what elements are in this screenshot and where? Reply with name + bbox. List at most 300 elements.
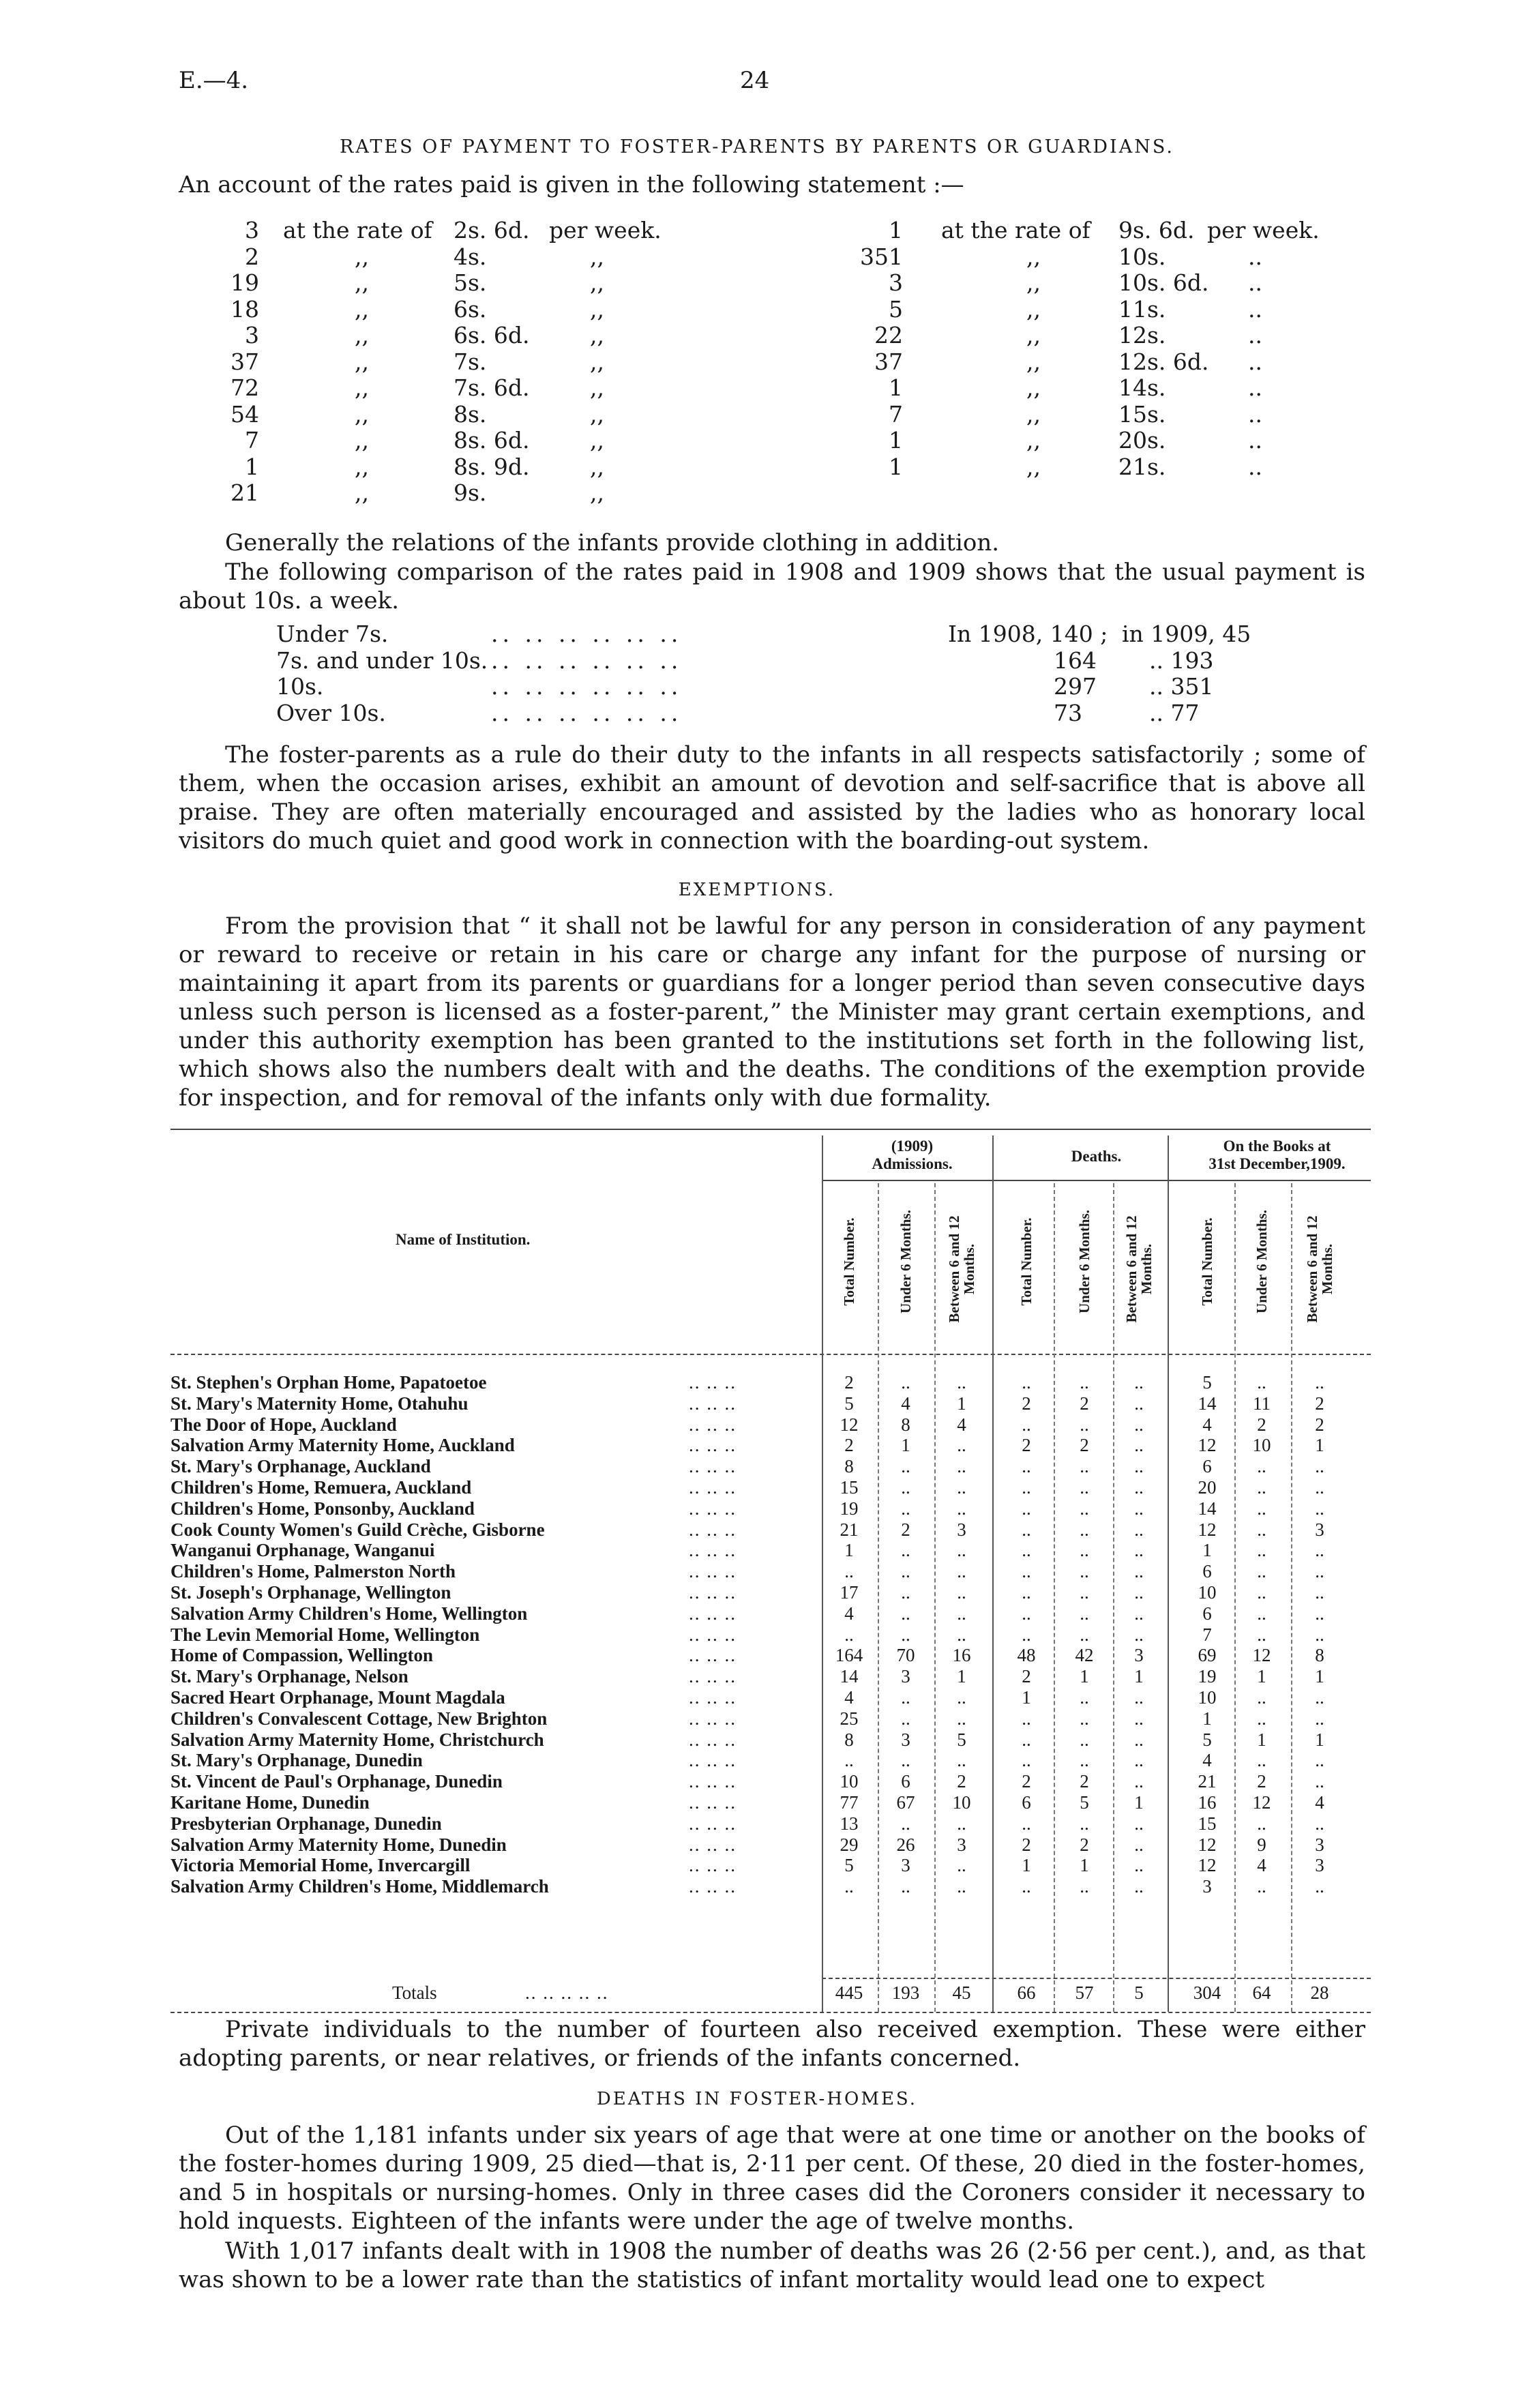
table-cell: .. <box>1022 1708 1031 1729</box>
table-cell: 17 <box>840 1582 859 1603</box>
table-cell: .. <box>1080 1540 1089 1561</box>
table-cell: 3 <box>1315 1519 1324 1540</box>
institution-name: Home of Compassion, Wellington <box>170 1645 434 1666</box>
rate-prefix: ,, <box>355 322 369 348</box>
rate-amount: 5s. <box>454 269 487 296</box>
table-cell: .. <box>957 1372 966 1393</box>
table-cell: .. <box>1134 1477 1144 1498</box>
table-cell: .. <box>1257 1603 1266 1624</box>
table-cell: .. <box>957 1582 966 1603</box>
table-cell: .. <box>1080 1729 1089 1750</box>
leader-dots: .. .. .. <box>689 1540 737 1561</box>
table-cell: 19 <box>1198 1666 1217 1687</box>
rate-suffix: .. <box>1248 400 1262 428</box>
column-separator <box>1168 1135 1169 2012</box>
table-cell: .. <box>1134 1540 1144 1561</box>
table-cell: .. <box>901 1876 910 1897</box>
table-cell: 3 <box>1202 1876 1212 1897</box>
totals-top-rule <box>822 1978 1371 1979</box>
table-cell: .. <box>1315 1372 1324 1393</box>
table-cell: 14 <box>840 1666 859 1687</box>
institution-name: St. Mary's Orphanage, Auckland <box>170 1456 431 1477</box>
comparison-dots: .. .. .. .. .. .. <box>491 673 683 700</box>
column-separator <box>934 1183 936 2012</box>
totals-cell: 445 <box>835 1982 863 2003</box>
table-cell: .. <box>1022 1561 1031 1582</box>
institution-name: St. Joseph's Orphanage, Wellington <box>170 1582 451 1603</box>
institution-name: St. Vincent de Paul's Orphanage, Dunedin <box>170 1771 503 1792</box>
table-cell: 2 <box>1022 1771 1031 1792</box>
table-cell: 1 <box>901 1435 910 1456</box>
table-cell: .. <box>1257 1876 1266 1897</box>
leader-dots: .. .. .. <box>689 1645 737 1666</box>
table-cell: 2 <box>1315 1414 1324 1435</box>
rate-amount: 7s. 6d. <box>454 374 530 401</box>
table-cell: .. <box>1257 1582 1266 1603</box>
table-cell: .. <box>957 1435 966 1456</box>
table-cell: .. <box>957 1624 966 1645</box>
deaths-section-title: DEATHS IN FOSTER-HOMES. <box>596 2089 918 2109</box>
table-cell: 1 <box>1315 1435 1324 1456</box>
table-cell: .. <box>901 1624 910 1645</box>
table-cell: 3 <box>901 1729 910 1750</box>
totals-cell: 5 <box>1134 1982 1144 2003</box>
table-cell: .. <box>1080 1372 1089 1393</box>
leader-dots: .. .. .. <box>689 1876 737 1897</box>
table-cell: .. <box>844 1561 854 1582</box>
rate-suffix: .. <box>1248 348 1262 375</box>
table-cell: 1 <box>1315 1666 1324 1687</box>
table-cell: 10 <box>1198 1582 1217 1603</box>
table-cell: .. <box>1315 1456 1324 1477</box>
table-cell: 12 <box>1198 1435 1217 1456</box>
institution-name: Presbyterian Orphanage, Dunedin <box>170 1813 442 1834</box>
table-cell: .. <box>901 1603 910 1624</box>
table-cell: .. <box>1257 1477 1266 1498</box>
table-cell: 5 <box>1202 1729 1212 1750</box>
leader-dots: .. .. .. <box>689 1687 737 1708</box>
column-separator <box>992 1135 994 2012</box>
rate-amount: 7s. <box>454 348 487 375</box>
totals-cell: 57 <box>1075 1982 1094 2003</box>
clothing-note: Generally the relations of the infants provide clothing in addition. <box>225 529 1000 556</box>
table-cell: 4 <box>844 1687 854 1708</box>
table-cell: 12 <box>840 1414 859 1435</box>
table-cell: .. <box>1134 1372 1144 1393</box>
table-cell: 8 <box>844 1456 854 1477</box>
table-cell: .. <box>1257 1540 1266 1561</box>
rate-prefix: ,, <box>1026 374 1041 401</box>
comparison-1909: .. 193 <box>1149 646 1214 674</box>
table-cell: .. <box>957 1477 966 1498</box>
table-cell: .. <box>1134 1582 1144 1603</box>
rate-suffix: .. <box>1248 322 1262 348</box>
comparison-1909: .. 351 <box>1149 673 1214 700</box>
rate-amount: 8s. 9d. <box>454 453 530 480</box>
comparison-dots: .. .. .. .. .. .. <box>491 646 683 674</box>
rate-suffix: ,, <box>590 269 604 296</box>
rates-section-title: RATES OF PAYMENT TO FOSTER-PARENTS BY PARENTS OR GUARDIANS. <box>340 136 1174 158</box>
institution-name: Salvation Army Maternity Home, Dunedin <box>170 1834 507 1855</box>
deaths-paragraph-1: Out of the 1,181 infants under six years of age that were at one time or another on the books of the foster-homes during 1909, 25 died—that is, 2·11 per cent. Of these, 20 died in the foster-homes, and 5 in hospitals or nursing-homes. Only in three cases did the Coroners consider it necessary to hold inquests. Eighteen of the infants were under the age of twelve months. <box>179 2122 1365 2235</box>
table-cell: .. <box>1315 1561 1324 1582</box>
comparison-1908: 164 <box>1054 646 1097 674</box>
rate-prefix: ,, <box>355 400 369 428</box>
rate-suffix: .. <box>1248 453 1262 480</box>
leader-dots: .. .. .. <box>689 1393 737 1414</box>
rate-amount: 8s. 6d. <box>454 427 530 454</box>
rate-suffix: ,, <box>590 243 604 270</box>
table-cell: .. <box>901 1750 910 1771</box>
column-header: Between 6 and 12 Months. <box>1304 1215 1335 1323</box>
table-cell: .. <box>957 1540 966 1561</box>
table-cell: .. <box>1080 1624 1089 1645</box>
table-cell: .. <box>1080 1414 1089 1435</box>
table-cell: .. <box>1315 1813 1324 1834</box>
leader-dots: .. .. .. <box>689 1708 737 1729</box>
table-cell: 4 <box>1257 1855 1266 1876</box>
table-cell: 14 <box>1198 1498 1217 1519</box>
table-cell: .. <box>1134 1456 1144 1477</box>
table-cell: 70 <box>896 1645 915 1666</box>
table-cell: 3 <box>1315 1834 1324 1855</box>
rate-prefix: ,, <box>355 348 369 375</box>
rate-prefix: at the rate of <box>283 217 432 243</box>
institution-name: St. Stephen's Orphan Home, Papatoetoe <box>170 1372 487 1393</box>
private-individuals-paragraph: Private individuals to the number of fourteen also received exemption. These were either adopting parents, or near relatives, or friends of the infants concerned. <box>179 2016 1365 2072</box>
table-cell: 25 <box>840 1708 859 1729</box>
table-cell: .. <box>901 1477 910 1498</box>
table-cell: .. <box>1080 1603 1089 1624</box>
table-cell: 20 <box>1198 1477 1217 1498</box>
table-cell: 12 <box>1198 1834 1217 1855</box>
duty-paragraph: The foster-parents as a rule do their duty to the infants in all respects satisfactorily ; some of them, when the occasion arises, exhibit an amount of devotion and self-sacrifice that is above all praise. They are often materially encouraged and assisted by the ladies who as honorary local visitors do much quiet and good work in connection with the boarding-out system. <box>179 741 1365 854</box>
table-cell: 5 <box>1202 1372 1212 1393</box>
deaths-paragraph-2: With 1,017 infants dealt with in 1908 the number of deaths was 26 (2·56 per cent.), and, as that was shown to be a lower rate than the statistics of infant mortality would lead one to expect <box>179 2238 1365 2293</box>
rate-prefix: ,, <box>355 269 369 296</box>
leader-dots: .. .. .. <box>689 1498 737 1519</box>
table-cell: 9 <box>1257 1834 1266 1855</box>
table-cell: 2 <box>1080 1834 1089 1855</box>
table-cell: .. <box>1022 1729 1031 1750</box>
column-separator <box>1234 1183 1236 2012</box>
institution-name: The Door of Hope, Auckland <box>170 1414 397 1435</box>
table-cell: 16 <box>1198 1792 1217 1813</box>
comparison-label: Over 10s. <box>276 699 386 726</box>
leader-dots: .. .. .. <box>689 1624 737 1645</box>
table-cell: .. <box>1134 1813 1144 1834</box>
table-cell: .. <box>957 1750 966 1771</box>
table-top-rule <box>170 1129 1371 1130</box>
table-cell: 6 <box>1022 1792 1031 1813</box>
table-cell: 8 <box>1315 1645 1324 1666</box>
table-cell: 1 <box>1315 1729 1324 1750</box>
admissions-group-header: (1909) Admissions. <box>872 1138 953 1172</box>
rate-suffix: .. <box>1248 427 1262 454</box>
table-cell: .. <box>901 1561 910 1582</box>
table-cell: .. <box>1022 1414 1031 1435</box>
table-cell: 21 <box>840 1519 859 1540</box>
table-cell: 2 <box>957 1771 966 1792</box>
table-cell: .. <box>1315 1771 1324 1792</box>
table-cell: 1 <box>1134 1666 1144 1687</box>
table-cell: 13 <box>840 1813 859 1834</box>
table-cell: 10 <box>952 1792 971 1813</box>
table-cell: .. <box>1134 1687 1144 1708</box>
table-cell: 1 <box>1022 1687 1031 1708</box>
leader-dots: .. .. .. <box>689 1582 737 1603</box>
table-cell: .. <box>1315 1540 1324 1561</box>
comparison-1908: 297 <box>1054 673 1097 700</box>
table-cell: .. <box>844 1624 854 1645</box>
comparison-label: 7s. and under 10s. <box>276 646 488 674</box>
leader-dots: .. .. .. <box>689 1435 737 1456</box>
table-cell: .. <box>957 1561 966 1582</box>
totals-leader-dots: .. .. .. .. .. <box>525 1982 609 2003</box>
table-cell: .. <box>1257 1813 1266 1834</box>
rate-amount: 2s. 6d. <box>454 217 530 243</box>
totals-label: Totals <box>392 1982 437 2003</box>
table-cell: .. <box>1080 1750 1089 1771</box>
table-cell: .. <box>957 1876 966 1897</box>
column-header: Under 6 Months. <box>1253 1210 1270 1313</box>
table-cell: 29 <box>840 1834 859 1855</box>
table-cell: 8 <box>901 1414 910 1435</box>
table-cell: .. <box>1022 1540 1031 1561</box>
rate-amount: 15s. <box>1118 400 1166 428</box>
table-cell: .. <box>1315 1582 1324 1603</box>
table-cell: .. <box>957 1855 966 1876</box>
rate-suffix: per week. <box>1207 217 1320 243</box>
table-cell: .. <box>957 1708 966 1729</box>
table-cell: 3 <box>901 1666 910 1687</box>
column-header: Total Number. <box>841 1217 857 1306</box>
rate-amount: 12s. 6d. <box>1118 348 1209 375</box>
table-cell: 26 <box>896 1834 915 1855</box>
table-cell: 5 <box>957 1729 966 1750</box>
table-cell: .. <box>957 1603 966 1624</box>
institution-name: Salvation Army Children's Home, Wellington <box>170 1603 528 1624</box>
rates-intro: An account of the rates paid is given in the following statement :— <box>179 171 964 198</box>
institution-name: Wanganui Orphanage, Wanganui <box>170 1540 435 1561</box>
table-cell: 3 <box>901 1855 910 1876</box>
comparison-1908: 73 <box>1054 699 1082 726</box>
table-cell: .. <box>1022 1876 1031 1897</box>
table-cell: 14 <box>1198 1393 1217 1414</box>
table-cell: .. <box>1080 1519 1089 1540</box>
table-cell: .. <box>1257 1624 1266 1645</box>
table-cell: 1 <box>1202 1540 1212 1561</box>
table-cell: 12 <box>1252 1792 1271 1813</box>
institution-name: Salvation Army Children's Home, Middlemarch <box>170 1876 549 1897</box>
column-header: Under 6 Months. <box>1076 1210 1093 1313</box>
table-cell: .. <box>901 1708 910 1729</box>
table-cell: .. <box>1134 1561 1144 1582</box>
table-cell: .. <box>1257 1372 1266 1393</box>
table-cell: 19 <box>840 1498 859 1519</box>
leader-dots: .. .. .. <box>689 1561 737 1582</box>
rate-prefix: ,, <box>355 295 369 323</box>
table-cell: .. <box>1134 1414 1144 1435</box>
table-cell: .. <box>844 1876 854 1897</box>
column-separator <box>1113 1183 1114 2012</box>
leader-dots: .. .. .. <box>689 1792 737 1813</box>
table-cell: .. <box>901 1456 910 1477</box>
table-cell: 1 <box>1257 1666 1266 1687</box>
table-cell: 12 <box>1198 1519 1217 1540</box>
table-cell: 2 <box>1080 1771 1089 1792</box>
table-cell: 4 <box>844 1603 854 1624</box>
table-cell: 6 <box>1202 1603 1212 1624</box>
table-cell: .. <box>957 1687 966 1708</box>
table-cell: 2 <box>1022 1834 1031 1855</box>
table-cell: .. <box>901 1372 910 1393</box>
rate-prefix: ,, <box>1026 427 1041 454</box>
table-cell: 4 <box>901 1393 910 1414</box>
rate-amount: 4s. <box>454 243 487 270</box>
table-cell: 6 <box>1202 1561 1212 1582</box>
page-number: 24 <box>740 67 770 94</box>
table-cell: .. <box>1257 1456 1266 1477</box>
institution-name: Children's Home, Remuera, Auckland <box>170 1477 472 1498</box>
leader-dots: .. .. .. <box>689 1519 737 1540</box>
table-cell: 7 <box>1202 1624 1212 1645</box>
totals-cell: 64 <box>1252 1982 1271 2003</box>
table-cell: .. <box>1315 1624 1324 1645</box>
table-cell: .. <box>901 1540 910 1561</box>
table-cell: 4 <box>1315 1792 1324 1813</box>
table-cell: .. <box>1080 1477 1089 1498</box>
table-cell: .. <box>1022 1498 1031 1519</box>
table-cell: .. <box>1022 1372 1031 1393</box>
table-cell: .. <box>1022 1477 1031 1498</box>
table-cell: 2 <box>1022 1666 1031 1687</box>
header-bottom-rule <box>170 1354 1371 1355</box>
institution-name: Salvation Army Maternity Home, Christchurch <box>170 1729 544 1750</box>
comparison-dots: .. .. .. .. .. .. <box>491 699 683 726</box>
leader-dots: .. .. .. <box>689 1771 737 1792</box>
leader-dots: .. .. .. <box>689 1372 737 1393</box>
rate-amount: 10s. <box>1118 243 1166 270</box>
table-cell: .. <box>1134 1750 1144 1771</box>
table-cell: .. <box>1257 1519 1266 1540</box>
rate-amount: 9s. <box>454 479 487 506</box>
table-cell: .. <box>1022 1519 1031 1540</box>
leader-dots: .. .. .. <box>689 1813 737 1834</box>
name-of-institution-header: Name of Institution. <box>396 1231 531 1248</box>
institution-name: Cook County Women's Guild Crèche, Gisborne <box>170 1519 545 1540</box>
table-cell: .. <box>1134 1519 1144 1540</box>
table-cell: .. <box>1134 1834 1144 1855</box>
rate-amount: 8s. <box>454 400 487 428</box>
rate-prefix: ,, <box>355 453 369 480</box>
totals-cell: 193 <box>891 1982 920 2003</box>
leader-dots: .. .. .. <box>689 1456 737 1477</box>
table-cell: 4 <box>957 1414 966 1435</box>
rate-suffix: .. <box>1248 295 1262 323</box>
rate-prefix: ,, <box>1026 348 1041 375</box>
table-cell: .. <box>957 1498 966 1519</box>
table-cell: .. <box>1315 1876 1324 1897</box>
table-cell: 2 <box>844 1372 854 1393</box>
rate-suffix: ,, <box>590 400 604 428</box>
column-header: Total Number. <box>1199 1217 1215 1306</box>
leader-dots: .. .. .. <box>689 1666 737 1687</box>
leader-dots: .. .. .. <box>689 1414 737 1435</box>
exemptions-paragraph: From the provision that “ it shall not be lawful for any person in consideration of any payment or reward to receive or retain in his care or charge any infant for the purpose of nursing or maintaining it apart from its parents or guardians for a longer period than seven consecutive days unless such person is licensed as a foster-parent,” the Minister may grant certain exemptions, and under this authority exemption has been granted to the institutions set forth in the following list, which shows also the numbers dealt with and the deaths. The conditions of the exemption provide for inspection, and for removal of the infants only with due formality. <box>179 912 1365 1112</box>
table-cell: .. <box>1134 1498 1144 1519</box>
table-cell: 10 <box>840 1771 859 1792</box>
table-cell: .. <box>1315 1498 1324 1519</box>
comparison-label: 10s. <box>276 673 324 700</box>
table-cell: .. <box>1080 1582 1089 1603</box>
rate-prefix: ,, <box>1026 295 1041 323</box>
rate-suffix: ,, <box>590 453 604 480</box>
rate-amount: 21s. <box>1118 453 1166 480</box>
table-cell: 10 <box>1198 1687 1217 1708</box>
rate-prefix: ,, <box>1026 269 1041 296</box>
table-cell: .. <box>1080 1876 1089 1897</box>
table-cell: .. <box>1315 1477 1324 1498</box>
leader-dots: .. .. .. <box>689 1855 737 1876</box>
table-cell: 2 <box>844 1435 854 1456</box>
table-cell: 1 <box>957 1666 966 1687</box>
rate-suffix: ,, <box>590 348 604 375</box>
comparison-1909: in 1909, 45 <box>1122 621 1251 647</box>
exemptions-title: EXEMPTIONS. <box>678 880 836 900</box>
table-cell: .. <box>1080 1687 1089 1708</box>
table-cell: 16 <box>952 1645 971 1666</box>
rate-prefix: ,, <box>1026 400 1041 428</box>
table-cell: 1 <box>844 1540 854 1561</box>
rate-suffix: per week. <box>549 217 662 243</box>
leader-dots: .. .. .. <box>689 1834 737 1855</box>
deaths-group-header: Deaths. <box>1071 1148 1122 1165</box>
table-cell: 1 <box>1080 1855 1089 1876</box>
column-separator <box>878 1183 879 2012</box>
table-cell: .. <box>1257 1498 1266 1519</box>
table-cell: .. <box>1315 1708 1324 1729</box>
rate-suffix: ,, <box>590 374 604 401</box>
totals-cell: 304 <box>1193 1982 1221 2003</box>
comparison-intro: The following comparison of the rates paid in 1908 and 1909 shows that the usual payment is about 10s. a week. <box>179 559 1365 614</box>
rate-suffix: .. <box>1248 269 1262 296</box>
table-cell: .. <box>1134 1393 1144 1414</box>
table-cell: 15 <box>1198 1813 1217 1834</box>
institution-name: Salvation Army Maternity Home, Auckland <box>170 1435 515 1456</box>
table-cell: 67 <box>896 1792 915 1813</box>
table-cell: .. <box>1315 1603 1324 1624</box>
rate-suffix: .. <box>1248 374 1262 401</box>
table-bottom-rule <box>170 2012 1371 2013</box>
table-cell: 3 <box>957 1834 966 1855</box>
table-cell: 42 <box>1075 1645 1094 1666</box>
rate-amount: 6s. 6d. <box>454 322 530 348</box>
table-cell: .. <box>1134 1435 1144 1456</box>
table-cell: 2 <box>1022 1393 1031 1414</box>
institution-name: St. Mary's Orphanage, Dunedin <box>170 1750 423 1771</box>
table-cell: 2 <box>1080 1393 1089 1414</box>
table-cell: 3 <box>1315 1855 1324 1876</box>
rate-amount: 6s. <box>454 295 487 323</box>
rate-amount: 14s. <box>1118 374 1166 401</box>
rate-amount: 12s. <box>1118 322 1166 348</box>
table-cell: .. <box>1080 1498 1089 1519</box>
table-cell: 8 <box>844 1729 854 1750</box>
rate-amount: 9s. 6d. <box>1118 217 1195 243</box>
institution-name: St. Mary's Orphanage, Nelson <box>170 1666 409 1687</box>
on-books-group-header: On the Books at 31st December,1909. <box>1208 1138 1346 1172</box>
